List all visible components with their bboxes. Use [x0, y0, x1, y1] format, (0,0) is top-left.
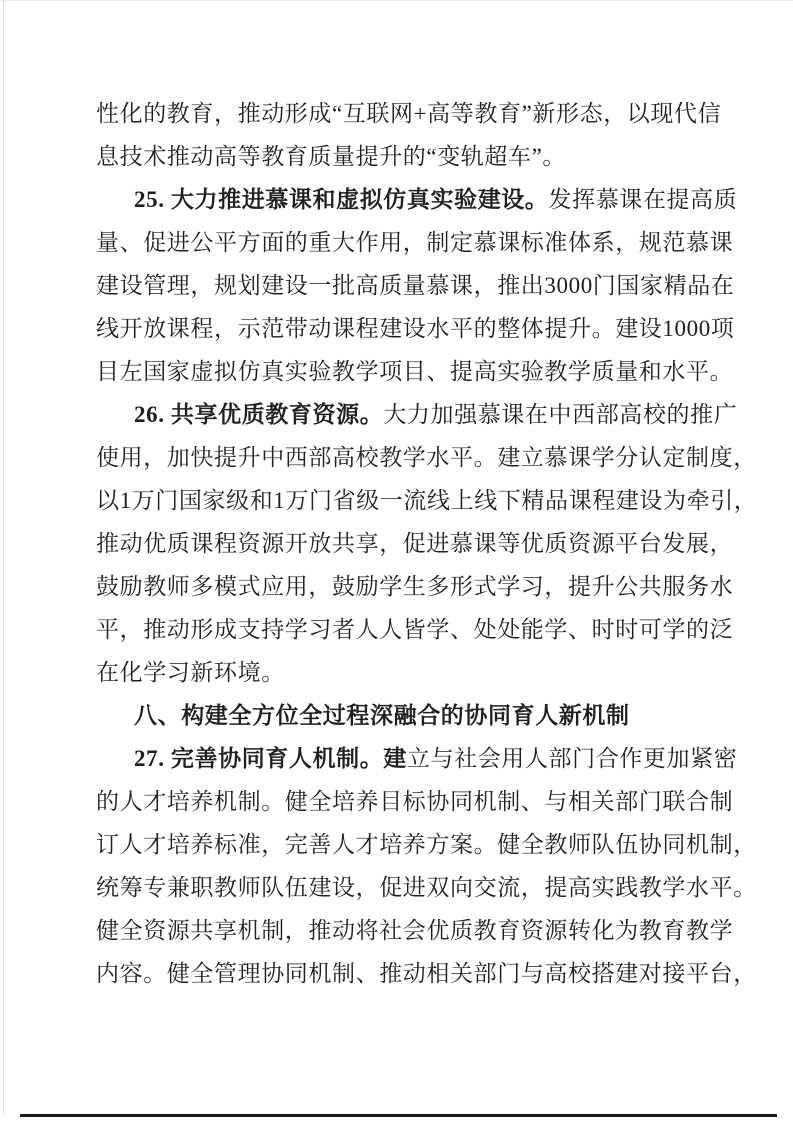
- text-line-body: 发挥慕课在提高质: [548, 187, 738, 212]
- text-line: [96, 565, 734, 608]
- text-line-body: 线开放课程，示范带动课程建设水平的整体提升。建设1000项: [96, 316, 735, 341]
- section-heading-text: 八、构建全方位全过程深融合的协同育人新机制: [134, 702, 630, 728]
- text-line: [96, 737, 738, 780]
- text-line: [96, 608, 734, 651]
- text-line: [96, 264, 735, 307]
- text-line-body: 目左国家虚拟仿真实验教学项目、提高实验教学质量和水平。: [96, 359, 734, 384]
- text-line-body: 建设管理，规划建设一批高质量慕课，推出3000门国家精品在: [96, 273, 735, 298]
- document-text-block: [96, 92, 758, 995]
- text-line-body: 内容。健全管理协同机制、推动相关部门与高校搭建对接平台，: [96, 961, 757, 986]
- text-line-body: 的人才培养机制。健全培养目标协同机制、与相关部门联合制: [96, 789, 734, 814]
- text-line-body: 息技术推动高等教育质量提升的“变轨超车”。: [96, 144, 567, 169]
- text-line: [96, 393, 738, 436]
- text-line-body: 推动优质课程资源开放共享，促进慕课等优质资源平台发展，: [96, 531, 734, 556]
- section-heading: [96, 694, 716, 737]
- text-line: [96, 178, 738, 221]
- text-line: [96, 651, 716, 694]
- text-line-body: 鼓励教师多模式应用，鼓励学生多形式学习，提升公共服务水: [96, 574, 734, 599]
- paragraph-27-lead: 27. 完善协同育人机制。建: [134, 746, 407, 771]
- text-line-body: 量、促进公平方面的重大作用，制定慕课标准体系，规范慕课: [96, 230, 734, 255]
- text-line: [96, 135, 716, 178]
- text-line: [96, 909, 734, 952]
- text-line-body: 平，推动形成支持学习者人人皆学、处处能学、时时可学的泛: [96, 617, 734, 642]
- text-line: [96, 866, 757, 909]
- page-left-edge: [3, 1, 4, 1114]
- text-line: [96, 221, 734, 264]
- text-line-body: 性化的教育，推动形成“互联网+高等教育”新形态，以现代信: [96, 101, 722, 126]
- text-line-body: 立与社会用人部门合作更加紧密: [406, 746, 738, 771]
- text-line-body: 使用，加快提升中西部高校教学水平。建立慕课学分认定制度，: [96, 445, 757, 470]
- text-line: [96, 522, 734, 565]
- text-line-body: 在化学习新环境。: [96, 660, 285, 685]
- text-line: [96, 436, 757, 479]
- paragraph-26-lead: 26. 共享优质教育资源。: [134, 402, 384, 427]
- text-line: [96, 307, 735, 350]
- text-line: [96, 92, 722, 135]
- text-line-body: 大力加强慕课在中西部高校的推广: [383, 402, 738, 427]
- text-line-body: 统筹专兼职教师队伍建设，促进双向交流，提高实践教学水平。: [96, 875, 757, 900]
- paragraph-25-lead: 25. 大力推进慕课和虚拟仿真实验建设。: [134, 187, 549, 212]
- text-line: [96, 823, 757, 866]
- text-line: [96, 780, 734, 823]
- text-line: [96, 479, 758, 522]
- page-bottom-edge: [20, 1114, 777, 1117]
- text-line: [96, 952, 757, 995]
- text-line-body: 健全资源共享机制，推动将社会优质教育资源转化为教育教学: [96, 918, 734, 943]
- text-line: [96, 350, 734, 393]
- text-line-body: 订人才培养标准，完善人才培养方案。健全教师队伍协同机制，: [96, 832, 757, 857]
- text-line-body: 以1万门国家级和1万门省级一流线上线下精品课程建设为牵引，: [96, 488, 758, 513]
